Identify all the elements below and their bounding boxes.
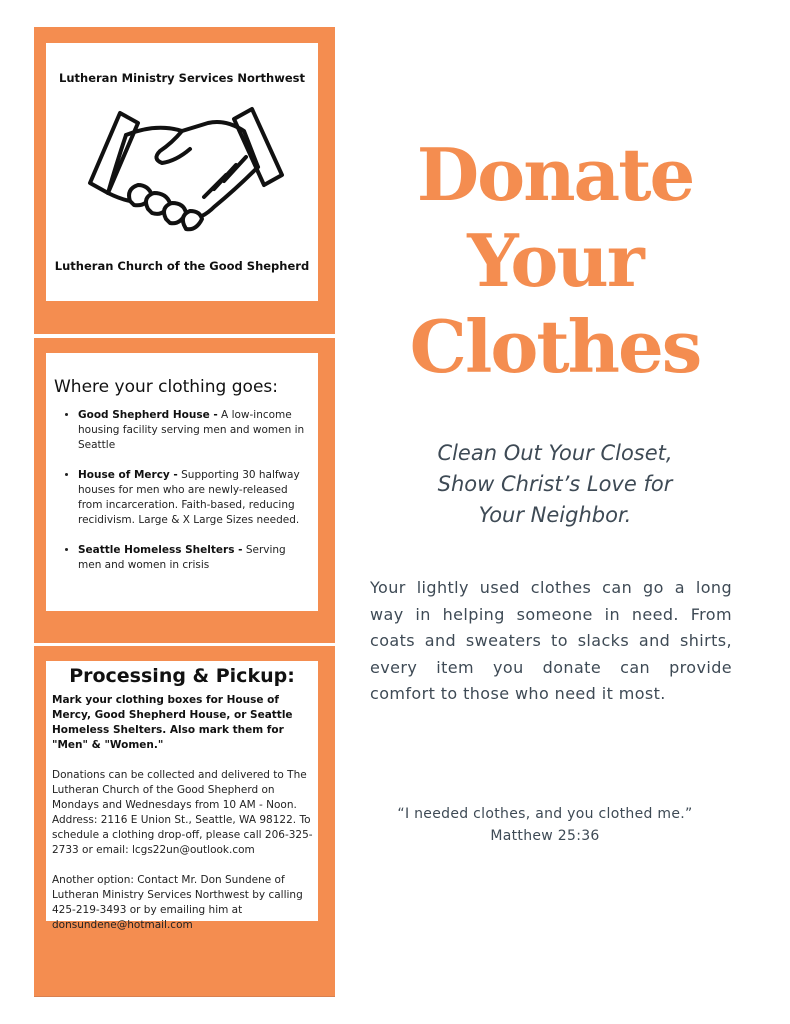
destination-name: Good Shepherd House - <box>78 409 218 421</box>
destinations-card <box>46 353 318 611</box>
destinations-list <box>64 408 310 588</box>
logo-card <box>46 43 318 301</box>
org-name-bottom: Lutheran Church of the Good Shepherd <box>54 259 310 273</box>
list-item <box>78 408 310 453</box>
tagline-line: Clean Out Your Closet, <box>437 441 673 465</box>
quote-text: “I needed clothes, and you clothed me.” <box>397 806 693 822</box>
processing-body <box>52 693 314 948</box>
headline-line: Your <box>467 218 643 303</box>
processing-collection: Donations can be collected and delivered to The Lutheran Church of the Good Shepherd on Mondays and Wednesdays from 10 AM - Noon. Address: 2116 E Union St., Seattle, WA 98122. To schedule a clothing drop-off, please call 206-325-2733 or email: lcgs22un@outlook.com <box>52 769 313 856</box>
tagline <box>390 438 720 531</box>
scripture-quote <box>360 803 730 847</box>
destination-name: House of Mercy - <box>78 469 178 481</box>
headline <box>395 132 715 390</box>
tagline-line: Your Neighbor. <box>478 503 632 527</box>
handshake-icon <box>86 105 286 235</box>
processing-card <box>46 661 318 931</box>
panel-processing <box>34 646 335 997</box>
destination-desc: Supporting 30 halfway houses for men who are newly-released from incarceration. Faith-based, reducing recidivism. Large & X Large Sizes needed. <box>78 469 300 526</box>
org-name-top: Lutheran Ministry Services Northwest <box>59 71 305 85</box>
description: Your lightly used clothes can go a long way in helping someone in need. From coats and sweaters to slacks and shirts, every item you donate can provide comfort to those who need it most. <box>370 578 732 703</box>
headline-line: Clothes <box>409 304 701 389</box>
destination-name: Seattle Homeless Shelters - <box>78 544 243 556</box>
panel-destinations <box>34 338 335 643</box>
processing-other-option: Another option: Contact Mr. Don Sundene of Lutheran Ministry Services Northwest by calling 425-219-3493 or by emailing him at donsundene@hotmail.com <box>52 874 303 931</box>
quote-citation: Matthew 25:36 <box>490 828 600 844</box>
destination-desc: A low-income housing facility serving men and women in Seattle <box>78 409 305 451</box>
processing-title: Processing & Pickup: <box>69 665 295 687</box>
list-item <box>78 468 310 528</box>
destination-desc: Serving men and women in crisis <box>78 544 286 571</box>
panel-logo <box>34 27 335 334</box>
processing-instructions: Mark your clothing boxes for House of Mercy, Good Shepherd House, or Seattle Homeless Shelters. Also mark them for "Men" & "Women." <box>52 694 293 751</box>
list-item <box>78 543 310 573</box>
headline-line: Donate <box>416 132 694 217</box>
destinations-title: Where your clothing goes: <box>54 377 278 397</box>
tagline-line: Show Christ’s Love for <box>437 472 673 496</box>
